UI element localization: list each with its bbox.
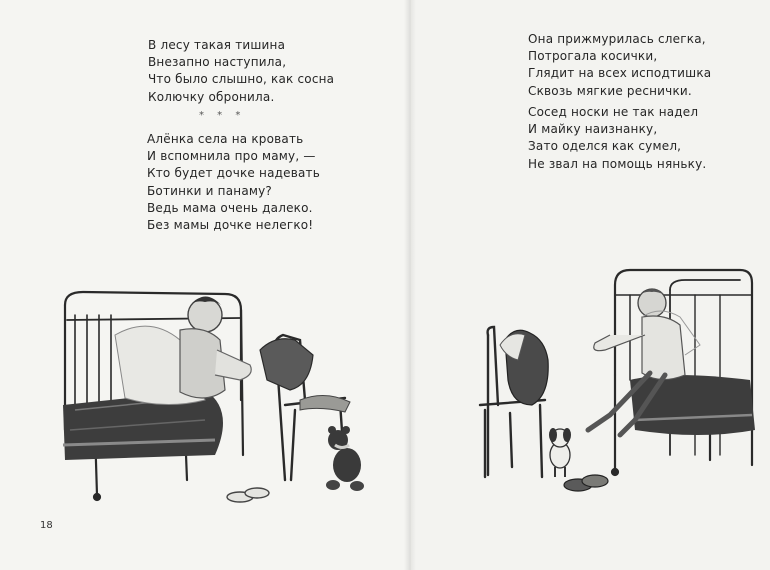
verse-separator: * * * [199,110,246,121]
right-verse-2 [528,104,706,173]
verse-line: В лесу такая тишина [148,38,286,52]
verse-line: Что было слышно, как сосна [148,72,335,87]
verse-line: Алёнка села на кровать [147,132,304,146]
verse-line: Потрогала косички, [528,49,658,64]
teddy-bear [326,426,364,491]
left-verse-1 [148,37,334,106]
page-number: 18 [40,520,53,531]
verse-line: Внезапно наступила, [148,55,287,70]
verse-line: Ботинки и панаму? [147,183,273,198]
right-verse-1 [528,31,711,100]
verse-line: И майку наизнанку, [528,122,658,137]
shoe [245,488,269,498]
verse-line: Сосед носки не так надел [528,105,699,119]
verse-line: Не звал на помощь няньку. [528,156,707,171]
verse-line: Зато оделся как сумел, [528,139,682,154]
verse-line: И вспомнила про маму, — [147,149,316,164]
verse-line: Колючку обронила. [148,89,275,104]
clothes-on-chair [260,339,313,390]
verse-line: Глядит на всех исподтишка [528,66,712,81]
girl-on-bed-illustration [55,280,375,510]
toy-dog [549,428,571,477]
verse-line: Без мамы дочке нелегко! [147,218,314,233]
blanket-shape [630,375,755,435]
book-gutter [404,0,416,570]
left-verse-2 [147,131,320,234]
boy-dressing-illustration [470,255,765,505]
verse-line: Сквозь мягкие реснички. [528,83,692,98]
verse-line: Она прижмурилась слегка, [528,32,706,46]
verse-line: Кто будет дочке надевать [147,166,320,181]
shoe [582,475,608,487]
verse-line: Ведь мама очень далеко. [147,200,313,215]
